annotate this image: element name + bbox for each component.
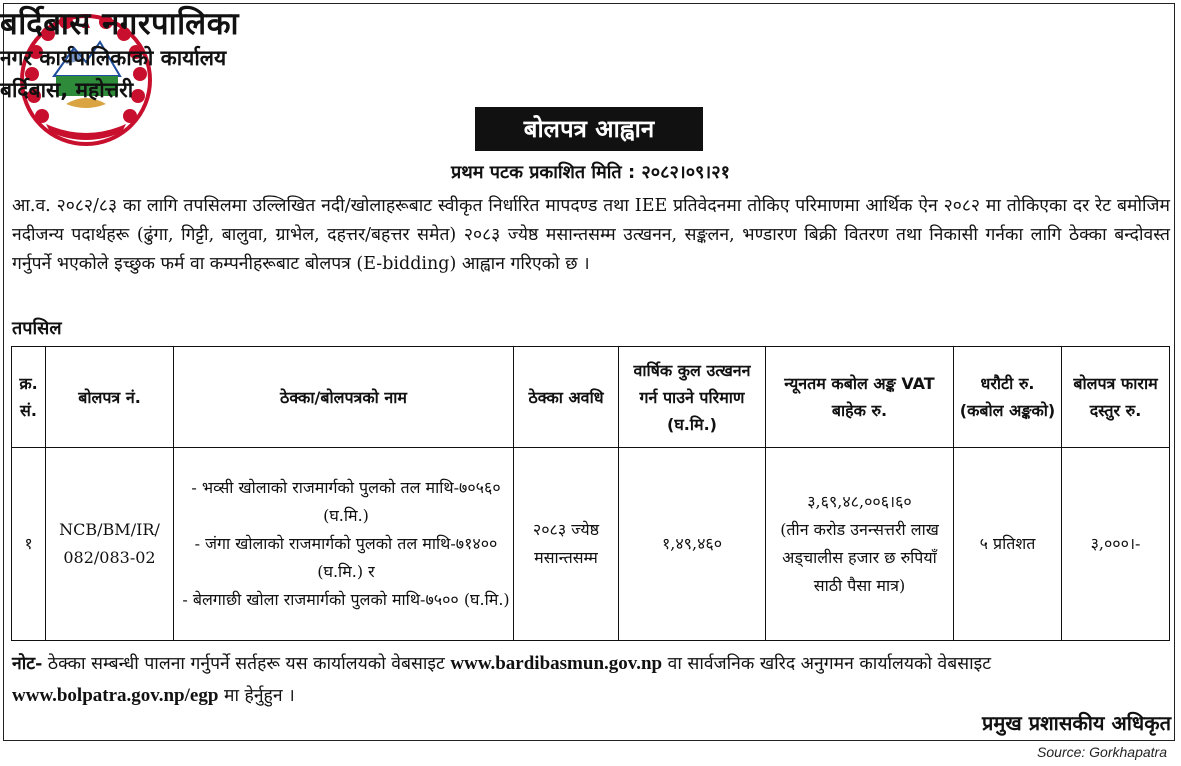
list-item: - जंगा खोलाको राजमार्गको पुलको तल माथि-७१४०० (घ.मि.) र xyxy=(194,534,498,581)
website-link-2[interactable]: www.bolpatra.gov.np/egp xyxy=(12,685,219,706)
notice-title: बोलपत्र आह्वान xyxy=(475,107,703,151)
cell-deposit: ५ प्रतिशत xyxy=(954,448,1062,641)
note-text-2: वा सार्वजनिक खरिद अनुगमन कार्यालयको वेबसाइट xyxy=(667,654,992,674)
office-name: बर्दिबास नगरपालिका xyxy=(0,6,240,42)
header-min-bid: न्यूनतम कबोल अङ्क VAT बाहेक रु. xyxy=(766,347,954,448)
list-item: - भव्सी खोलाको राजमार्गको पुलको तल माथि-७०५६० (घ.मि.) xyxy=(191,478,501,525)
min-bid-amount: ३,६९,४८,००६।६० xyxy=(807,492,912,511)
cell-contract-items xyxy=(174,448,514,641)
cell-min-bid xyxy=(766,448,954,641)
note-label: नोट- xyxy=(12,654,43,674)
cell-period: २०८३ ज्येष्ठ मसान्तसम्म xyxy=(514,448,619,641)
header-contract-name: ठेक्का/बोलपत्रको नाम xyxy=(174,347,514,448)
header-bid-no: बोलपत्र नं. xyxy=(46,347,174,448)
note xyxy=(12,648,1170,712)
cell-sn: १ xyxy=(12,448,46,641)
notice-body: आ.व. २०८२/८३ का लागि तपसिलमा उल्लिखित नदी/खोलाहरूबाट स्वीकृत निर्धारित मापदण्ड तथा IEE प्रतिवेदनमा तोकिए परिमाणमा आर्थिक ऐन २०८२ मा तोकिएका दर रेट बमोजिम नदीजन्य पदार्थहरू (ढुंगा, गिट्टी, बालुवा, ग्राभेल, दहत्तर/बहत्तर समेत) २०८३ ज्येष्ठ मसान्तसम्म उत्खनन, सङ्कलन, भण्डारण बिक्री वितरण तथा निकासी गर्नका लागि ठेक्का बन्दोवस्त गर्नुपर्ने भएकोले इच्छुक फर्म वा कम्पनीहरूबाट बोलपत्र (E-bidding) आह्वान गरिएको छ । xyxy=(12,196,1170,274)
header-sn: क्र. सं. xyxy=(12,347,46,448)
schedule-title: तपसिल xyxy=(12,318,62,339)
header-deposit: धरौटी रु. (कबोल अङ्कको) xyxy=(954,347,1062,448)
note-text-3: मा हेर्नुहुन । xyxy=(223,686,295,706)
header-form-fee: बोलपत्र फाराम दस्तुर रु. xyxy=(1062,347,1170,448)
table-row xyxy=(12,448,1170,641)
office-subtitle: नगर कार्यपालिकाको कार्यालय xyxy=(0,46,227,70)
note-text-1: ठेक्का सम्बन्धी पालना गर्नुपर्ने सर्तहरू यस कार्यालयको वेबसाइट xyxy=(47,654,445,674)
publication-date: प्रथम पटक प्रकाशित मिति : २०८२।०९।२१ xyxy=(451,162,730,183)
tender-table xyxy=(11,346,1170,641)
min-bid-words: (तीन करोड उनन्सत्तरी लाख अड्चालीस हजार छ रुपियाँ साठी पैसा मात्र) xyxy=(780,520,939,595)
signatory: प्रमुख प्रशासकीय अधिकृत xyxy=(982,711,1171,735)
website-link-1[interactable]: www.bardibasmun.gov.np xyxy=(450,653,663,674)
cell-bid-no: NCB/BM/IR/ 082/083-02 xyxy=(46,448,174,641)
cell-quantity: १,४९,४६० xyxy=(619,448,766,641)
cell-form-fee: ३,०००।- xyxy=(1062,448,1170,641)
table-header-row xyxy=(12,347,1170,448)
office-address: बर्दिबास, महोत्तरी xyxy=(0,78,134,102)
header-period: ठेक्का अवधि xyxy=(514,347,619,448)
list-item: - बेलगाछी खोला राजमार्गको पुलको माथि-७५०० (घ.मि.) xyxy=(182,590,510,609)
header-quantity: वार्षिक कुल उत्खनन गर्न पाउने परिमाण (घ.मि.) xyxy=(619,347,766,448)
source-credit: Source: Gorkhapatra xyxy=(1037,744,1167,760)
